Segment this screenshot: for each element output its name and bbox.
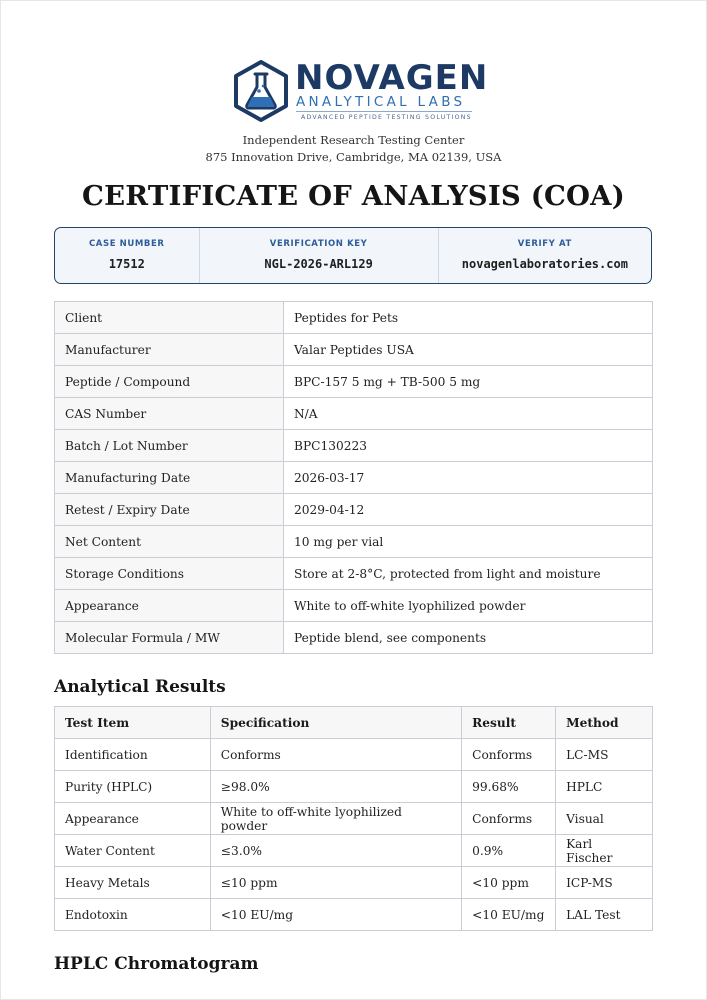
info-label: Molecular Formula / MW bbox=[55, 622, 284, 654]
specification-cell: ≤3.0% bbox=[210, 835, 461, 867]
analytical-results-table bbox=[54, 706, 653, 931]
brand-subtitle: ANALYTICAL LABS bbox=[296, 94, 466, 110]
test-item-cell: Endotoxin bbox=[55, 899, 211, 931]
info-label: Appearance bbox=[55, 590, 284, 622]
info-value: Peptide blend, see components bbox=[284, 622, 653, 654]
document-title: CERTIFICATE OF ANALYSIS (COA) bbox=[82, 180, 625, 212]
table-header-row bbox=[55, 707, 653, 739]
analytical-results-heading: Analytical Results bbox=[54, 677, 226, 697]
specification-cell: Conforms bbox=[210, 739, 461, 771]
brand-name: NOVAGEN bbox=[295, 58, 489, 98]
specification-cell: ≥98.0% bbox=[210, 771, 461, 803]
table-row bbox=[55, 558, 653, 590]
brand-tagline: ADVANCED PEPTIDE TESTING SOLUTIONS bbox=[301, 114, 472, 121]
table-row bbox=[55, 899, 653, 931]
result-cell: <10 EU/mg bbox=[462, 899, 556, 931]
column-header-specification: Specification bbox=[210, 707, 461, 739]
info-value: Valar Peptides USA bbox=[284, 334, 653, 366]
verification-box bbox=[54, 227, 652, 284]
hplc-chromatogram-heading: HPLC Chromatogram bbox=[54, 954, 259, 974]
lab-name: Independent Research Testing Center bbox=[242, 133, 465, 147]
column-header-result: Result bbox=[462, 707, 556, 739]
method-cell: ICP-MS bbox=[556, 867, 653, 899]
case-number-cell bbox=[55, 228, 200, 283]
product-info-table bbox=[54, 301, 653, 654]
test-item-cell: Appearance bbox=[55, 803, 211, 835]
flask-logo-icon bbox=[233, 60, 289, 122]
company-logo bbox=[233, 58, 489, 126]
result-cell: 0.9% bbox=[462, 835, 556, 867]
verify-at-url[interactable]: novagenlaboratories.com bbox=[461, 257, 628, 271]
table-row bbox=[55, 526, 653, 558]
info-label: Client bbox=[55, 302, 284, 334]
specification-cell: <10 EU/mg bbox=[210, 899, 461, 931]
info-label: Batch / Lot Number bbox=[55, 430, 284, 462]
info-value: Store at 2-8°C, protected from light and moisture bbox=[284, 558, 653, 590]
table-row bbox=[55, 494, 653, 526]
verify-at-label: VERIFY AT bbox=[517, 239, 572, 249]
specification-cell: ≤10 ppm bbox=[210, 867, 461, 899]
info-label: Peptide / Compound bbox=[55, 366, 284, 398]
test-item-cell: Purity (HPLC) bbox=[55, 771, 211, 803]
result-cell: 99.68% bbox=[462, 771, 556, 803]
info-label: CAS Number bbox=[55, 398, 284, 430]
method-cell: LC-MS bbox=[556, 739, 653, 771]
table-row bbox=[55, 590, 653, 622]
brand-divider bbox=[296, 111, 472, 112]
table-row bbox=[55, 803, 653, 835]
column-header-test-item: Test Item bbox=[55, 707, 211, 739]
table-row bbox=[55, 771, 653, 803]
table-row bbox=[55, 302, 653, 334]
info-value: BPC-157 5 mg + TB-500 5 mg bbox=[284, 366, 653, 398]
test-item-cell: Identification bbox=[55, 739, 211, 771]
test-item-cell: Water Content bbox=[55, 835, 211, 867]
verify-at-cell bbox=[439, 228, 651, 283]
method-cell: HPLC bbox=[556, 771, 653, 803]
info-value: White to off-white lyophilized powder bbox=[284, 590, 653, 622]
case-number-label: CASE NUMBER bbox=[88, 239, 165, 249]
method-cell: Visual bbox=[556, 803, 653, 835]
verification-key-label: VERIFICATION KEY bbox=[269, 239, 368, 249]
table-row bbox=[55, 622, 653, 654]
result-cell: Conforms bbox=[462, 803, 556, 835]
info-value: BPC130223 bbox=[284, 430, 653, 462]
result-cell: Conforms bbox=[462, 739, 556, 771]
table-row bbox=[55, 867, 653, 899]
info-label: Net Content bbox=[55, 526, 284, 558]
table-row bbox=[55, 366, 653, 398]
info-value: Peptides for Pets bbox=[284, 302, 653, 334]
table-row bbox=[55, 462, 653, 494]
column-header-method: Method bbox=[556, 707, 653, 739]
info-value: 2029-04-12 bbox=[284, 494, 653, 526]
case-number-value: 17512 bbox=[108, 257, 145, 271]
method-cell: LAL Test bbox=[556, 899, 653, 931]
method-cell: Karl Fischer bbox=[556, 835, 653, 867]
verification-key-value: NGL-2026-ARL129 bbox=[264, 257, 373, 271]
table-row bbox=[55, 835, 653, 867]
result-cell: <10 ppm bbox=[462, 867, 556, 899]
info-label: Manufacturer bbox=[55, 334, 284, 366]
info-value: 2026-03-17 bbox=[284, 462, 653, 494]
verification-key-cell bbox=[200, 228, 439, 283]
table-row bbox=[55, 334, 653, 366]
test-item-cell: Heavy Metals bbox=[55, 867, 211, 899]
lab-address: 875 Innovation Drive, Cambridge, MA 02139, USA bbox=[205, 150, 502, 164]
info-value: N/A bbox=[284, 398, 653, 430]
table-row bbox=[55, 739, 653, 771]
info-label: Storage Conditions bbox=[55, 558, 284, 590]
info-label: Retest / Expiry Date bbox=[55, 494, 284, 526]
table-row bbox=[55, 430, 653, 462]
info-label: Manufacturing Date bbox=[55, 462, 284, 494]
table-row bbox=[55, 398, 653, 430]
info-value: 10 mg per vial bbox=[284, 526, 653, 558]
specification-cell: White to off-white lyophilized powder bbox=[210, 803, 461, 835]
